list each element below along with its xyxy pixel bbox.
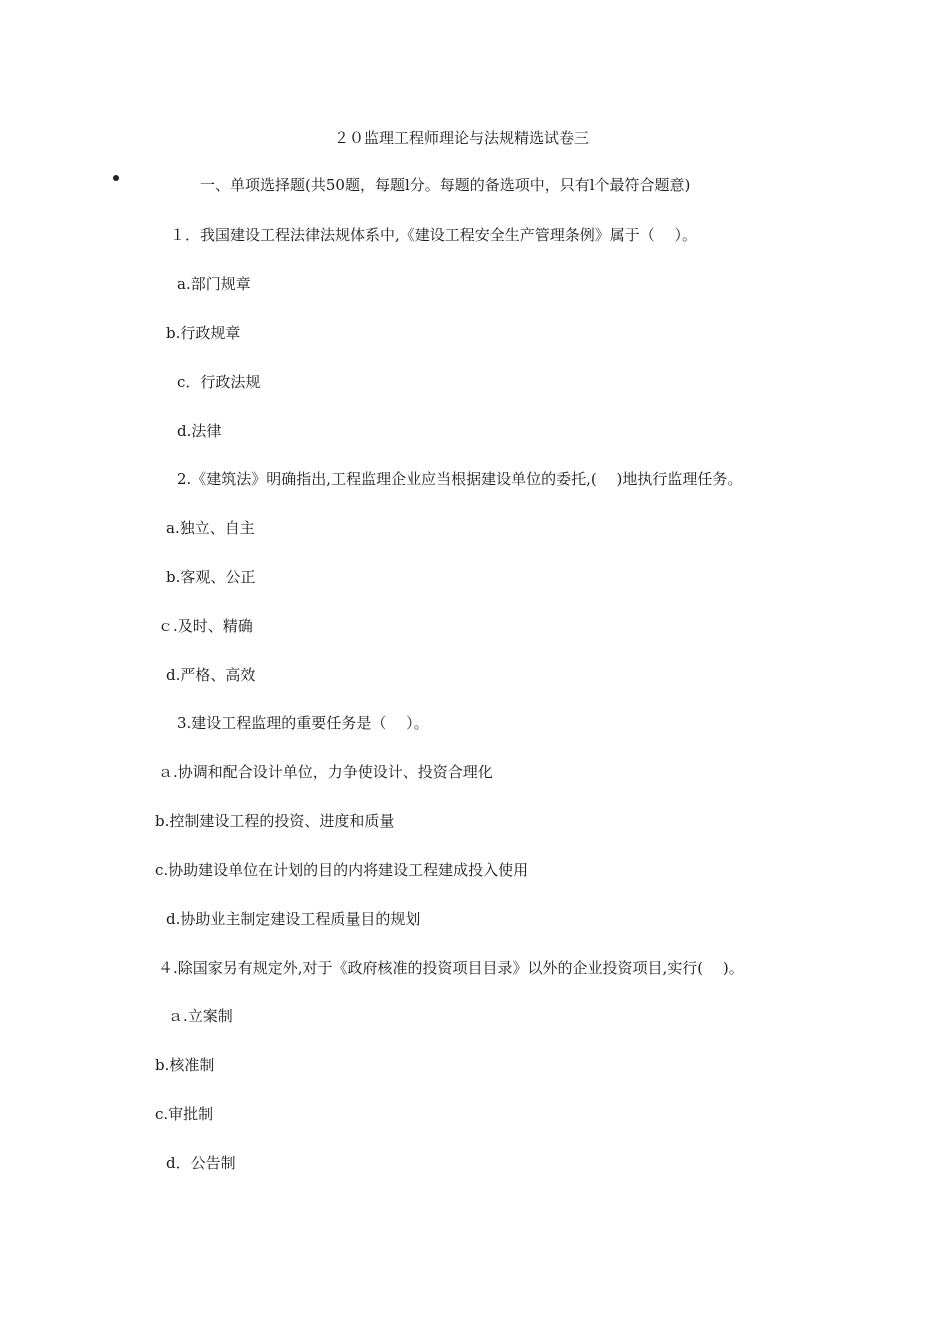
- question-stem-2: 2.《建筑法》明确指出,工程监理企业应当根据建设单位的委托,( )地执行监理任务。: [177, 470, 743, 488]
- option-3d: d.协助业主制定建设工程质量目的规划: [166, 910, 421, 928]
- option-1a: a.部门规章: [177, 275, 251, 293]
- option-2d: d.严格、高效: [166, 666, 256, 684]
- option-4d: d．公告制: [166, 1154, 236, 1172]
- option-4c: c.审批制: [155, 1105, 214, 1123]
- option-3a: ａ.协调和配合设计单位，力争使设计、投资合理化: [158, 763, 493, 781]
- section-heading: 一、单项选择题(共50题，每题l分。每题的备选项中，只有l个最符合题意): [200, 176, 691, 194]
- option-3b: b.控制建设工程的投资、进度和质量: [155, 812, 395, 830]
- question-stem-3: 3.建设工程监理的重要任务是（ ）。: [177, 714, 429, 732]
- document-title: ２０监理工程师理论与法规精选试卷三: [334, 129, 590, 147]
- bullet-icon: [113, 175, 119, 181]
- option-2a: a.独立、自主: [166, 519, 255, 537]
- option-1c: c．行政法规: [177, 373, 261, 391]
- option-3c: c.协助建设单位在计划的目的内将建设工程建成投入使用: [155, 861, 529, 879]
- question-stem-4: ４.除国家另有规定外,对于《政府核准的投资项目目录》以外的企业投资项目,实行( )。: [158, 959, 744, 977]
- option-4a: ａ.立案制: [168, 1007, 233, 1025]
- option-2c: ｃ.及时、精确: [158, 617, 253, 635]
- option-1b: b.行政规章: [166, 324, 241, 342]
- option-2b: b.客观、公正: [166, 568, 256, 586]
- question-stem-1: １．我国建设工程法律法规体系中,《建设工程安全生产管理条例》属于（ ）。: [170, 226, 698, 244]
- option-1d: d.法律: [177, 422, 222, 440]
- option-4b: b.核准制: [155, 1056, 215, 1074]
